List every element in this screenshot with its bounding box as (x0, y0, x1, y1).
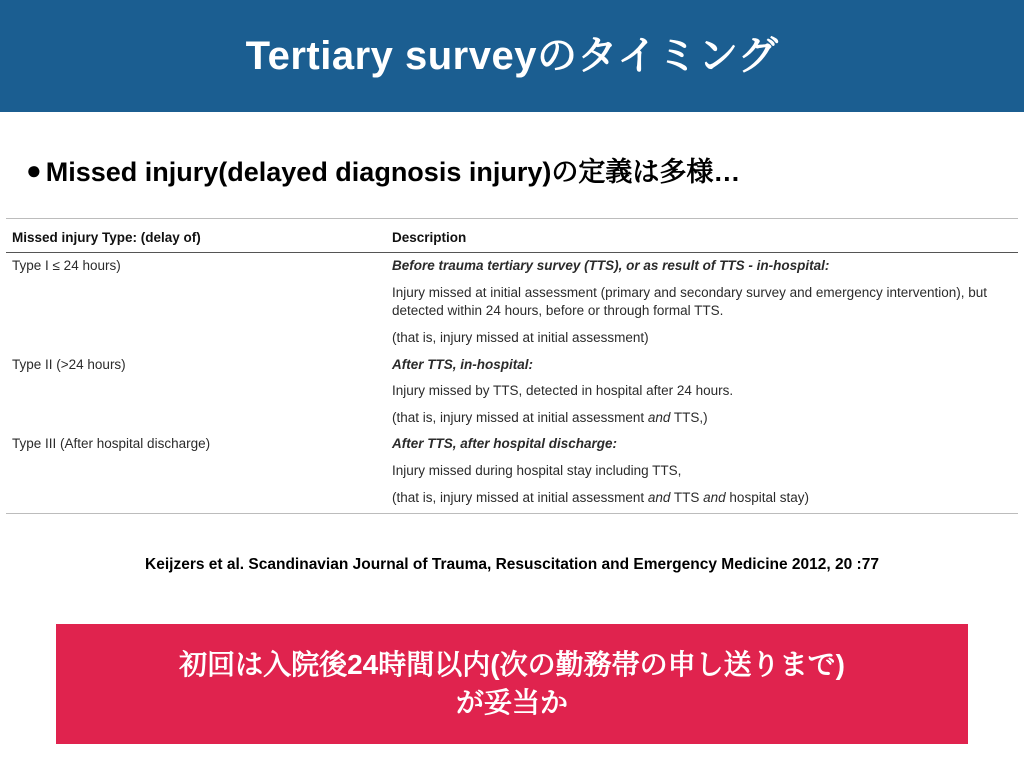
conclusion-text (179, 646, 845, 722)
paren-text-post: TTS,) (670, 409, 708, 425)
conclusion-line-2: が妥当か (455, 687, 568, 718)
conclusion-callout-box (56, 624, 968, 744)
citation-text: Keijzers et al. Scandinavian Journal of Trauma, Resuscitation and Emergency Medicine 2012, 20 :77 (145, 556, 879, 573)
column-header-description: Description (386, 227, 1018, 253)
row-description-heading: Before trauma tertiary survey (TTS), or as result of TTS - in-hospital: (392, 258, 830, 273)
conclusion-line-1: 初回は入院後24時間以内(次の勤務帯の申し送りまで) (179, 649, 845, 681)
bullet-dot-icon: ● (26, 154, 42, 185)
row-description-body: Injury missed at initial assessment (primary and secondary survey and emergency intervention), but detected within 24 hours, before or through formal TTS. (392, 284, 988, 319)
table-body (6, 253, 1018, 512)
bullet-heading-label: Missed injury(delayed diagnosis injury)の定義は多様… (45, 157, 741, 187)
row-description-body: Injury missed by TTS, detected in hospital after 24 hours. (392, 383, 734, 399)
row-description-paren: (that is, injury missed at initial assessment) (392, 329, 649, 345)
missed-injury-table (6, 227, 1018, 511)
row-type-label: Type III (After hospital discharge) (12, 436, 211, 452)
paren-text-italic: and (647, 409, 671, 425)
table-top-divider (6, 218, 1018, 227)
missed-injury-table-figure (6, 218, 1018, 515)
row-description-heading: After TTS, after hospital discharge: (392, 436, 618, 452)
paren-text-pre: (that is, injury missed at initial assessment (392, 489, 648, 505)
table-head (6, 227, 1018, 253)
row-description-paren (386, 485, 1018, 512)
page-title: Tertiary surveyのタイミング (245, 34, 779, 78)
paren-text-italic-2: and (703, 489, 726, 505)
bullet-heading (26, 150, 740, 189)
table-row (6, 253, 1018, 280)
table-row (6, 352, 1018, 379)
row-type-label: Type II (>24 hours) (12, 356, 126, 372)
row-description-body: Injury missed during hospital stay including TTS, (392, 463, 682, 478)
column-header-type: Missed injury Type: (delay of) (6, 227, 386, 253)
paren-text-italic: and (647, 489, 671, 505)
slide-title-bar (0, 0, 1024, 112)
row-description-paren (386, 405, 1018, 432)
paren-text-pre: (that is, injury missed at initial assessment (392, 409, 648, 425)
row-description-heading: After TTS, in-hospital: (392, 356, 533, 372)
table-row (6, 431, 1018, 458)
table-header-row (6, 227, 1018, 253)
table-bottom-divider (6, 513, 1018, 515)
paren-text-post: hospital stay) (725, 489, 809, 505)
row-type-label: Type I ≤ 24 hours) (12, 258, 121, 273)
paren-text-mid: TTS (670, 489, 704, 505)
